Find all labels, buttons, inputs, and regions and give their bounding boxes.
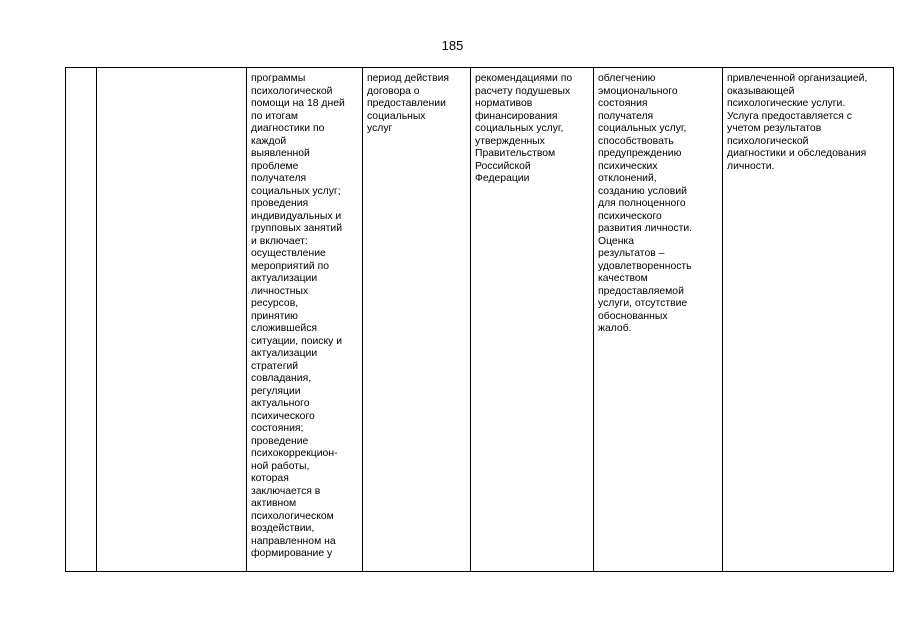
services-table xyxy=(65,67,894,572)
page-number: 185 xyxy=(441,38,464,53)
table-cell-service-name xyxy=(97,68,247,572)
table-cell-tariff: рекомендациями по расчету подушевых нормативов финансирования социальных услуг, утвержденных Правительством Российской Федерации xyxy=(471,68,594,572)
table-cell-conditions: привлеченной организацией, оказывающей психологические услуги. Услуга предоставляется с учетом результатов психологической диагностики и обследования личности. xyxy=(723,68,894,572)
table-row xyxy=(66,68,894,572)
table-cell-description: программы психологической помощи на 18 дней по итогам диагностики по каждой выявленной проблеме получателя социальных услуг; проведения индивидуальных и групповых занятий и включает: осуществление мероприятий по актуализации личностных ресурсов, принятию сложившейся ситуации, поиску и актуализации стратегий совладания, регуляции актуального психического состояния; проведение психокоррекцион- ной работы, которая заключается в активном психологическом воздействии, направленном на формирование у xyxy=(247,68,363,572)
table-cell-quality-indicators: облегчению эмоционального состояния получателя социальных услуг, способствовать предупреждению психических отклонений, созданию условий для полноценного психического развития личности. Оценка результатов – удовлетворенность качеством предоставляемой услуги, отсутствие обоснованных жалоб. xyxy=(594,68,723,572)
table-cell-number xyxy=(66,68,97,572)
table-cell-timeframe: период действия договора о предоставлении социальных услуг xyxy=(363,68,471,572)
